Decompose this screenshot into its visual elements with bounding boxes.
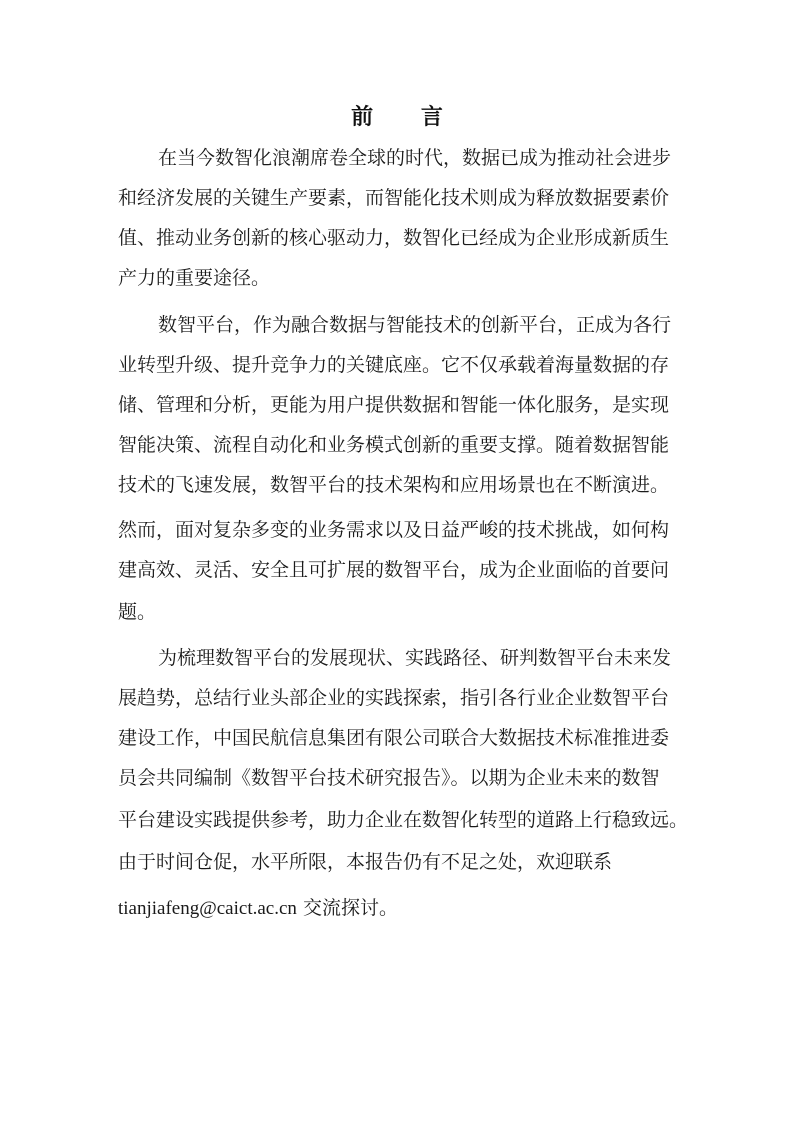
- paragraph-2-line-7: 建高效、灵活、安全且可扩展的数智平台，成为企业面临的首要问: [118, 559, 670, 581]
- paragraph-1-line-4: 产力的重要途径。: [118, 267, 271, 289]
- contact-email[interactable]: tianjiafeng@caict.ac.cn: [118, 898, 297, 919]
- page-title: 前 言: [351, 105, 463, 130]
- paragraph-2-line-3: 储、管理和分析，更能为用户提供数据和智能一体化服务，是实现: [118, 394, 670, 416]
- paragraph-1-line-3: 值、推动业务创新的核心驱动力，数智化已经成为企业形成新质生: [118, 227, 670, 249]
- paragraph-3-line-7: [118, 893, 688, 924]
- paragraph-3-line-3: 建设工作，中国民航信息集团有限公司联合大数据技术标准推进委: [118, 727, 670, 749]
- paragraph-3-line-4: 员会共同编制《数智平台技术研究报告》。以期为企业未来的数智: [118, 767, 660, 789]
- paragraph-2-line-8: 题。: [118, 601, 157, 623]
- paragraph-1-line-2: 和经济发展的关键生产要素，而智能化技术则成为释放数据要素价: [118, 187, 670, 209]
- paragraph-2-line-1: 数智平台，作为融合数据与智能技术的创新平台，正成为各行: [158, 314, 672, 336]
- paragraph-3-line-5: 平台建设实践提供参考，助力企业在数智化转型的道路上行稳致远。: [118, 809, 688, 831]
- paragraph-2-line-2: 业转型升级、提升竞争力的关键底座。它不仅承载着海量数据的存: [118, 354, 670, 376]
- paragraph-1-line-1: 在当今数智化浪潮席卷全球的时代，数据已成为推动社会进步: [158, 147, 672, 169]
- email-suffix: 交流探讨。: [296, 897, 398, 919]
- paragraph-3-line-6: 由于时间仓促，水平所限，本报告仍有不足之处，欢迎联系: [118, 851, 613, 873]
- paragraph-2-line-4: 智能决策、流程自动化和业务模式创新的重要支撑。随着数据智能: [118, 434, 670, 456]
- paragraph-3-line-1: 为梳理数智平台的发展现状、实践路径、研判数智平台未来发: [158, 647, 672, 669]
- paragraph-3-line-2: 展趋势，总结行业头部企业的实践探索，指引各行业企业数智平台: [118, 687, 670, 709]
- paragraph-2-line-6: 然而，面对复杂多变的业务需求以及日益严峻的技术挑战，如何构: [118, 519, 670, 541]
- paragraph-2-line-5: 技术的飞速发展，数智平台的技术架构和应用场景也在不断演进。: [118, 474, 670, 496]
